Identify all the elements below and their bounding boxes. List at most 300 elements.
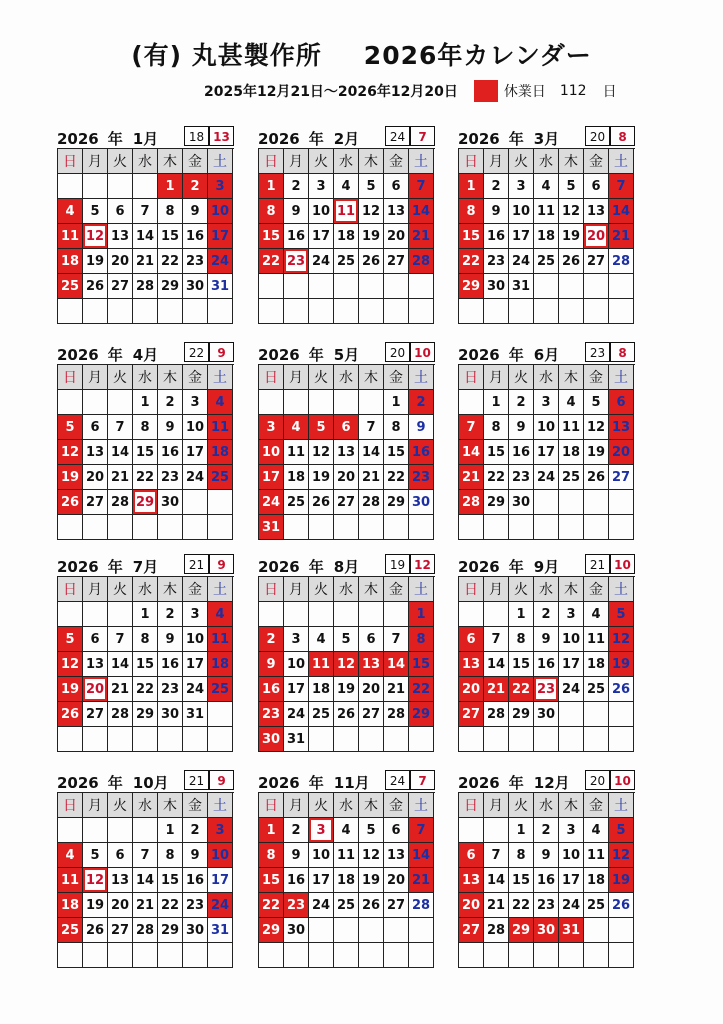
empty-cell (58, 515, 83, 540)
empty-cell (133, 515, 158, 540)
month-header (57, 554, 234, 576)
weekday-header: 水 (133, 577, 158, 602)
empty-cell (133, 299, 158, 324)
day-cell: 19 (559, 224, 584, 249)
month-unit: 月 (344, 130, 360, 148)
day-cell: 29 (158, 918, 183, 943)
day-cell: 12 (359, 199, 384, 224)
weekday-header: 水 (133, 793, 158, 818)
day-cell: 14 (409, 843, 434, 868)
day-cell: 13 (359, 652, 384, 677)
day-cell: 26 (58, 702, 83, 727)
day-cell: 20 (584, 224, 609, 249)
day-cell: 17 (208, 868, 233, 893)
day-cell: 21 (409, 868, 434, 893)
empty-cell (409, 727, 434, 752)
empty-cell (359, 602, 384, 627)
day-cell: 31 (208, 274, 233, 299)
day-cell: 1 (509, 818, 534, 843)
day-cell: 12 (83, 868, 108, 893)
holiday-days-count: 10 (410, 342, 435, 362)
day-cell: 2 (509, 390, 534, 415)
day-cell: 20 (459, 677, 484, 702)
day-cell: 20 (334, 465, 359, 490)
day-cell: 21 (459, 465, 484, 490)
weekday-header: 木 (559, 149, 584, 174)
day-cell: 21 (108, 677, 133, 702)
day-cell: 16 (284, 868, 309, 893)
day-cell: 21 (359, 465, 384, 490)
empty-cell (484, 602, 509, 627)
holiday-legend-swatch (474, 80, 498, 102)
empty-cell (459, 818, 484, 843)
weekday-header: 木 (559, 365, 584, 390)
holiday-days-count: 8 (610, 342, 635, 362)
day-cell: 29 (133, 702, 158, 727)
weekday-header: 火 (309, 577, 334, 602)
weekday-header: 火 (108, 365, 133, 390)
day-cell: 30 (158, 490, 183, 515)
empty-cell (284, 602, 309, 627)
month-number: 6 (533, 346, 545, 364)
day-cell: 2 (284, 818, 309, 843)
month-header (258, 554, 435, 576)
day-cell: 13 (83, 440, 108, 465)
day-cell: 6 (83, 415, 108, 440)
day-cell: 12 (58, 440, 83, 465)
weekday-header: 土 (609, 365, 634, 390)
empty-cell (509, 515, 534, 540)
weekday-header: 木 (559, 793, 584, 818)
weekday-header: 日 (58, 365, 83, 390)
weekday-header: 木 (359, 577, 384, 602)
weekday-header: 月 (284, 793, 309, 818)
day-cell: 3 (183, 390, 208, 415)
weekday-header: 水 (334, 149, 359, 174)
day-cell: 24 (259, 490, 284, 515)
day-cell: 22 (259, 893, 284, 918)
day-cell: 11 (58, 224, 83, 249)
year: 2026 (258, 346, 300, 364)
day-cell: 23 (158, 677, 183, 702)
empty-cell (334, 918, 359, 943)
day-cell: 13 (108, 224, 133, 249)
day-cell: 28 (609, 249, 634, 274)
empty-cell (609, 490, 634, 515)
day-cell: 18 (534, 224, 559, 249)
day-cell: 25 (284, 490, 309, 515)
empty-cell (309, 299, 334, 324)
empty-cell (534, 727, 559, 752)
day-cell: 29 (259, 918, 284, 943)
empty-cell (208, 702, 233, 727)
weekday-header: 火 (108, 793, 133, 818)
day-cell: 2 (484, 174, 509, 199)
empty-cell (534, 515, 559, 540)
day-cell: 31 (259, 515, 284, 540)
month-number: 3 (533, 130, 545, 148)
day-cell: 24 (183, 465, 208, 490)
day-cell: 15 (259, 224, 284, 249)
month-unit: 月 (544, 130, 560, 148)
month-header (57, 770, 234, 792)
day-grid (458, 576, 635, 752)
weekday-header: 金 (183, 577, 208, 602)
day-cell: 10 (309, 199, 334, 224)
day-cell: 22 (484, 465, 509, 490)
day-cell: 15 (484, 440, 509, 465)
empty-cell (584, 490, 609, 515)
weekday-header: 火 (309, 793, 334, 818)
day-cell: 2 (158, 390, 183, 415)
day-cell: 27 (83, 702, 108, 727)
day-cell: 31 (284, 727, 309, 752)
empty-cell (284, 943, 309, 968)
day-cell: 12 (309, 440, 334, 465)
day-cell: 14 (459, 440, 484, 465)
empty-cell (584, 918, 609, 943)
month-number: 4 (132, 346, 144, 364)
month-header (57, 126, 234, 148)
month-unit: 月 (354, 774, 370, 792)
day-cell: 25 (334, 893, 359, 918)
day-cell: 1 (133, 390, 158, 415)
day-cell: 20 (108, 893, 133, 918)
day-cell: 15 (409, 652, 434, 677)
day-cell: 4 (58, 843, 83, 868)
day-cell: 5 (584, 390, 609, 415)
month-title (258, 128, 359, 149)
empty-cell (359, 390, 384, 415)
weekday-header: 木 (158, 577, 183, 602)
day-cell: 23 (284, 893, 309, 918)
empty-cell (559, 299, 584, 324)
weekday-header: 土 (609, 577, 634, 602)
weekday-header: 月 (284, 577, 309, 602)
weekday-header: 木 (359, 365, 384, 390)
day-cell: 21 (133, 249, 158, 274)
day-cell: 21 (484, 893, 509, 918)
empty-cell (83, 727, 108, 752)
empty-cell (309, 727, 334, 752)
year: 2026 (258, 774, 300, 792)
day-cell: 5 (83, 199, 108, 224)
empty-cell (108, 602, 133, 627)
year-unit: 年 (508, 774, 524, 792)
day-cell: 26 (359, 893, 384, 918)
empty-cell (359, 727, 384, 752)
empty-cell (584, 943, 609, 968)
day-cell: 24 (208, 893, 233, 918)
weekday-header: 土 (409, 577, 434, 602)
empty-cell (609, 274, 634, 299)
weekday-header: 水 (534, 577, 559, 602)
day-cell: 16 (509, 440, 534, 465)
day-cell: 17 (509, 224, 534, 249)
month-number: 1 (132, 130, 144, 148)
day-cell: 11 (309, 652, 334, 677)
day-cell: 10 (284, 652, 309, 677)
month-12 (458, 770, 635, 968)
day-cell: 26 (584, 465, 609, 490)
empty-cell (359, 943, 384, 968)
day-cell: 13 (459, 868, 484, 893)
day-cell: 10 (559, 843, 584, 868)
day-cell: 16 (259, 677, 284, 702)
month-3 (458, 126, 635, 324)
day-cell: 30 (534, 702, 559, 727)
day-cell: 28 (108, 702, 133, 727)
weekday-header: 水 (334, 365, 359, 390)
day-cell: 10 (309, 843, 334, 868)
day-grid (258, 364, 435, 540)
day-cell: 8 (259, 199, 284, 224)
weekday-header: 日 (259, 365, 284, 390)
empty-cell (609, 299, 634, 324)
year: 2026 (458, 774, 500, 792)
weekday-header: 土 (609, 149, 634, 174)
day-cell: 29 (484, 490, 509, 515)
weekday-header: 火 (108, 577, 133, 602)
weekday-header: 水 (334, 577, 359, 602)
day-cell: 25 (208, 465, 233, 490)
empty-cell (459, 299, 484, 324)
holiday-days-count: 10 (610, 770, 635, 790)
weekday-header: 木 (158, 793, 183, 818)
day-cell: 28 (459, 490, 484, 515)
day-cell: 8 (484, 415, 509, 440)
day-cell: 19 (609, 652, 634, 677)
empty-cell (509, 943, 534, 968)
empty-cell (584, 727, 609, 752)
empty-cell (534, 943, 559, 968)
day-cell: 14 (108, 440, 133, 465)
empty-cell (484, 299, 509, 324)
day-cell: 6 (108, 843, 133, 868)
day-cell: 20 (108, 249, 133, 274)
holiday-days-count: 9 (209, 770, 234, 790)
day-cell: 4 (334, 174, 359, 199)
empty-cell (259, 390, 284, 415)
year: 2026 (258, 558, 300, 576)
weekday-header: 月 (284, 149, 309, 174)
month-title (458, 556, 559, 577)
month-unit: 月 (554, 774, 570, 792)
day-cell: 6 (459, 843, 484, 868)
day-cell: 11 (58, 868, 83, 893)
year-unit: 年 (107, 346, 123, 364)
month-9 (458, 554, 635, 752)
day-cell: 8 (158, 199, 183, 224)
day-cell: 3 (309, 174, 334, 199)
weekday-header: 水 (534, 365, 559, 390)
day-cell: 3 (183, 602, 208, 627)
empty-cell (309, 390, 334, 415)
empty-cell (133, 727, 158, 752)
weekday-header: 金 (384, 365, 409, 390)
weekday-header: 月 (83, 149, 108, 174)
weekday-header: 木 (158, 149, 183, 174)
day-cell: 25 (534, 249, 559, 274)
day-cell: 30 (534, 918, 559, 943)
day-cell: 22 (158, 249, 183, 274)
year-unit: 年 (107, 558, 123, 576)
day-cell: 8 (509, 627, 534, 652)
year: 2026 (458, 130, 500, 148)
day-cell: 14 (484, 868, 509, 893)
empty-cell (484, 515, 509, 540)
day-cell: 22 (133, 677, 158, 702)
weekday-header: 土 (409, 149, 434, 174)
empty-cell (459, 943, 484, 968)
day-cell: 21 (133, 893, 158, 918)
day-cell: 26 (58, 490, 83, 515)
day-cell: 9 (183, 843, 208, 868)
weekday-header: 日 (259, 149, 284, 174)
day-cell: 28 (409, 893, 434, 918)
day-cell: 30 (484, 274, 509, 299)
day-cell: 23 (409, 465, 434, 490)
day-cell: 13 (584, 199, 609, 224)
weekday-header: 日 (58, 793, 83, 818)
day-cell: 24 (509, 249, 534, 274)
month-title (458, 344, 559, 365)
empty-cell (58, 390, 83, 415)
day-cell: 28 (133, 918, 158, 943)
empty-cell (409, 918, 434, 943)
day-cell: 18 (334, 868, 359, 893)
empty-cell (83, 299, 108, 324)
holiday-days-count: 10 (610, 554, 635, 574)
day-cell: 6 (83, 627, 108, 652)
empty-cell (534, 490, 559, 515)
day-cell: 17 (259, 465, 284, 490)
empty-cell (559, 490, 584, 515)
day-cell: 15 (384, 440, 409, 465)
empty-cell (459, 515, 484, 540)
empty-cell (384, 515, 409, 540)
empty-cell (108, 943, 133, 968)
empty-cell (309, 918, 334, 943)
month-header (258, 126, 435, 148)
day-cell: 30 (284, 918, 309, 943)
day-cell: 24 (559, 893, 584, 918)
day-cell: 23 (484, 249, 509, 274)
day-grid (57, 148, 234, 324)
weekday-header: 月 (484, 577, 509, 602)
empty-cell (58, 299, 83, 324)
empty-cell (559, 274, 584, 299)
year-unit: 年 (508, 130, 524, 148)
day-cell: 9 (158, 415, 183, 440)
empty-cell (133, 174, 158, 199)
empty-cell (384, 943, 409, 968)
empty-cell (83, 818, 108, 843)
holiday-count: 112 (559, 83, 587, 99)
empty-cell (83, 943, 108, 968)
day-cell: 5 (559, 174, 584, 199)
day-cell: 21 (609, 224, 634, 249)
day-cell: 23 (183, 893, 208, 918)
day-cell: 17 (559, 868, 584, 893)
day-cell: 10 (559, 627, 584, 652)
day-cell: 18 (208, 440, 233, 465)
day-cell: 14 (384, 652, 409, 677)
day-cell: 22 (459, 249, 484, 274)
day-cell: 9 (183, 199, 208, 224)
weekday-header: 月 (83, 793, 108, 818)
empty-cell (609, 702, 634, 727)
day-cell: 5 (309, 415, 334, 440)
day-cell: 16 (484, 224, 509, 249)
day-cell: 7 (484, 627, 509, 652)
month-unit: 月 (143, 130, 159, 148)
empty-cell (584, 515, 609, 540)
day-cell: 23 (158, 465, 183, 490)
day-cell: 2 (534, 602, 559, 627)
month-2 (258, 126, 435, 324)
day-cell: 6 (334, 415, 359, 440)
day-cell: 26 (359, 249, 384, 274)
day-cell: 19 (584, 440, 609, 465)
day-cell: 24 (309, 249, 334, 274)
day-cell: 14 (108, 652, 133, 677)
day-cell: 28 (409, 249, 434, 274)
day-cell: 3 (208, 818, 233, 843)
day-cell: 16 (183, 224, 208, 249)
day-cell: 5 (83, 843, 108, 868)
day-cell: 18 (284, 465, 309, 490)
year: 2026 (258, 130, 300, 148)
empty-cell (334, 602, 359, 627)
empty-cell (183, 490, 208, 515)
day-cell: 1 (409, 602, 434, 627)
day-cell: 6 (459, 627, 484, 652)
month-header (258, 342, 435, 364)
day-cell: 12 (559, 199, 584, 224)
month-10 (57, 770, 234, 968)
empty-cell (58, 943, 83, 968)
month-number: 10 (132, 774, 154, 792)
empty-cell (108, 818, 133, 843)
day-cell: 18 (334, 224, 359, 249)
day-cell: 22 (259, 249, 284, 274)
day-cell: 29 (509, 918, 534, 943)
empty-cell (108, 727, 133, 752)
month-7 (57, 554, 234, 752)
day-cell: 1 (158, 174, 183, 199)
day-cell: 27 (334, 490, 359, 515)
month-number: 7 (132, 558, 144, 576)
month-title (258, 344, 359, 365)
day-cell: 6 (384, 818, 409, 843)
day-cell: 27 (384, 893, 409, 918)
day-cell: 28 (108, 490, 133, 515)
weekday-header: 金 (384, 577, 409, 602)
day-cell: 13 (459, 652, 484, 677)
day-cell: 15 (158, 868, 183, 893)
day-cell: 1 (259, 174, 284, 199)
day-cell: 29 (384, 490, 409, 515)
day-cell: 15 (133, 440, 158, 465)
work-days-count: 18 (184, 126, 209, 146)
day-cell: 3 (559, 818, 584, 843)
weekday-header: 火 (108, 149, 133, 174)
empty-cell (359, 274, 384, 299)
day-cell: 16 (284, 224, 309, 249)
day-cell: 24 (534, 465, 559, 490)
day-cell: 13 (384, 199, 409, 224)
